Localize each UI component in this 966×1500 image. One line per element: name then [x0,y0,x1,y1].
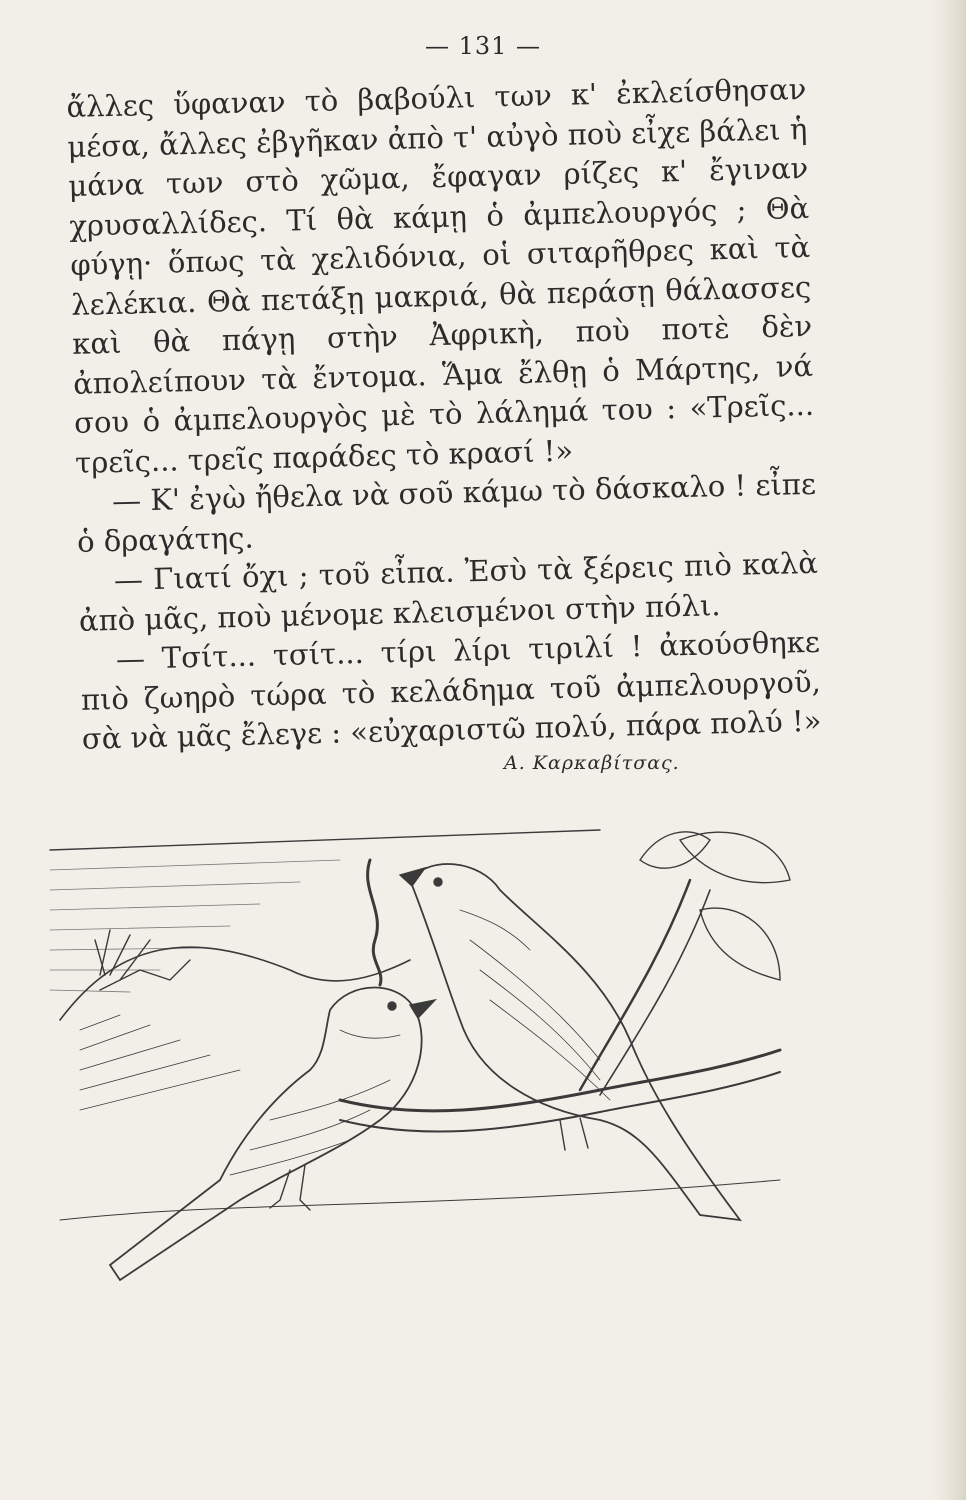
birds-illustration [40,820,800,1300]
body-text [66,70,822,759]
paragraph-2: — Κ' ἐγὼ ἤθελα νὰ σοῦ κάμω τὸ δάσκαλο ! εἶπε ὁ δραγάτης. [76,466,817,559]
paragraph-3: — Γιατί ὄχι ; τοῦ εἶπα. Ἐσὺ τὰ ξέρεις πιὸ καλὰ ἀπὸ μᾶς, ποὺ μένομε κλεισμένοι στὴν πόλι. [78,545,819,638]
page-number: — 131 — [424,32,542,60]
author-signature: Α. Καρκαβίτσας. [504,752,680,774]
page-edge-shadow [932,0,966,1500]
paragraph-4: — Τσίτ... τσίτ... τίρι λίρι τιριλί ! ἀκούσθηκε πιὸ ζωηρὸ τώρα τὸ κελάδημα τοῦ ἀμπελουργοῦ, σὰ νὰ μᾶς ἔλεγε : «εὐχαριστῶ πολύ, πάρα πολύ !» [80,624,822,756]
paragraph-1: ἄλλες ὕφαναν τὸ βαβούλι των κ' ἐκλείσθησαν μέσα, ἄλλες ἐβγῆκαν ἀπὸ τ' αὐγὸ ποὺ εἶχε βάλει ἡ μάνα των στὸ χῶμα, ἔφαγαν ρίζες κ' ἔγιναν χρυσαλλίδες. Τί θὰ κάμῃ ὁ ἀμπελουργός ; Θὰ φύγῃ· ὅπως τὰ χελιδόνια, οἱ σιταρῆθρες καὶ τὰ λελέκια. Θὰ πετάξῃ μακριά, θὰ περάσῃ θάλασσες καὶ θὰ πάγῃ στὴν Ἀφρικὴ, ποὺ ποτὲ δὲν ἀπολείπουν τὰ ἔντομα. Ἅμα ἔλθῃ ὁ Μάρτης, νά σου ὁ ἀμπελουργὸς μὲ τὸ λάλημά του : «Τρεῖς... τρεῖς... τρεῖς παράδες τὸ κρασί !» [66,71,815,480]
